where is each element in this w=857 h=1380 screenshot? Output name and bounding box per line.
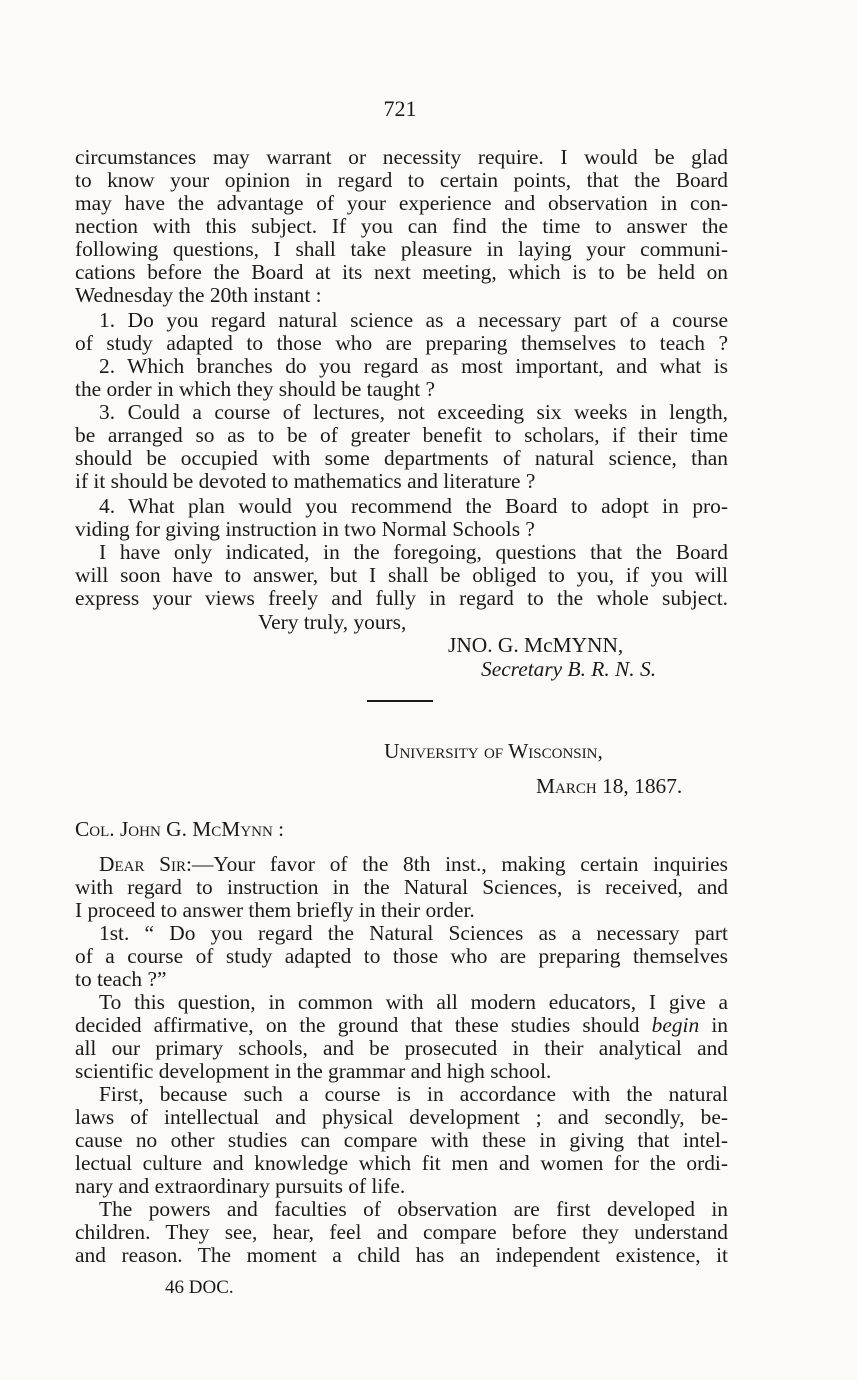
body-line: may have the advantage of your experience and observation in con-: [75, 191, 728, 215]
body-line: [75, 1014, 728, 1036]
body-line: express your views freely and fully in regard to the whole subject.: [75, 586, 728, 610]
question-line: viding for giving instruction in two Normal Schools ?: [75, 517, 535, 541]
signature-title: Secretary B. R. N. S.: [481, 657, 657, 681]
letter-date: March 18, 1867.: [536, 774, 683, 798]
section-divider: [367, 700, 433, 702]
body-line: of a course of study adapted to those who are preparing themselves: [75, 944, 728, 968]
body-line: will soon have to answer, but I shall be obliged to you, if you will: [75, 563, 728, 587]
body-line: The powers and faculties of observation are first developed in: [99, 1197, 728, 1221]
body-line: First, because such a course is in accordance with the natural: [99, 1082, 728, 1106]
question-line: 4. What plan would you recommend the Board to adopt in pro-: [99, 494, 728, 518]
body-line: with regard to instruction in the Natural Sciences, is received, and: [75, 875, 728, 899]
body-line: 1st. “ Do you regard the Natural Sciences as a necessary part: [99, 921, 728, 945]
emphasis: begin: [651, 1013, 700, 1037]
body-line-text: decided affirmative, on the ground that these studies should: [75, 1013, 652, 1037]
body-line: cause no other studies can compare with these in giving that intel-: [75, 1128, 728, 1152]
body-line: following questions, I shall take pleasure in laying your communi-: [75, 237, 728, 261]
body-line: laws of intellectual and physical development ; and secondly, be-: [75, 1105, 728, 1129]
question-line: if it should be devoted to mathematics and literature ?: [75, 469, 536, 493]
body-line: and reason. The moment a child has an independent existence, it: [75, 1243, 728, 1267]
body-line: nary and extraordinary pursuits of life.: [75, 1174, 406, 1198]
body-line: all our primary schools, and be prosecuted in their analytical and: [75, 1036, 728, 1060]
body-line: scientific development in the grammar and high school.: [75, 1059, 552, 1083]
body-line: to teach ?”: [75, 967, 167, 991]
question-line: 3. Could a course of lectures, not exceeding six weeks in length,: [99, 400, 728, 424]
closing: Very truly, yours,: [258, 610, 407, 634]
body-line: I have only indicated, in the foregoing, questions that the Board: [99, 540, 728, 564]
body-line: Wednesday the 20th instant :: [75, 283, 322, 307]
body-line: nection with this subject. If you can find the time to answer the: [75, 214, 728, 238]
page-number: 721: [383, 96, 417, 121]
question-line: be arranged so as to be of greater benefit to scholars, if their time: [75, 423, 728, 447]
letter-place: University of Wisconsin,: [384, 739, 603, 763]
body-line-text: in: [699, 1013, 728, 1037]
body-line: cations before the Board at its next meeting, which is to be held on: [75, 260, 728, 284]
question-line: the order in which they should be taught ?: [75, 377, 435, 401]
question-line: of study adapted to those who are preparing themselves to teach ?: [75, 331, 728, 355]
question-line: 2. Which branches do you regard as most important, and what is: [99, 354, 728, 378]
greeting: Dear Sir: [99, 852, 187, 876]
body-line: children. They see, hear, feel and compare before they understand: [75, 1220, 728, 1244]
body-line-text: :—Your favor of the 8th inst., making certain inquiries: [186, 852, 728, 876]
body-line: lectual culture and knowledge which fit men and women for the ordi-: [75, 1151, 728, 1175]
body-line: [99, 853, 728, 875]
body-line: I proceed to answer them briefly in their order.: [75, 898, 475, 922]
question-line: 1. Do you regard natural science as a necessary part of a course: [99, 308, 728, 332]
question-line: should be occupied with some departments of natural science, than: [75, 446, 728, 470]
body-line: to know your opinion in regard to certain points, that the Board: [75, 168, 728, 192]
footer-signature-mark: 46 DOC.: [165, 1277, 234, 1298]
signature: JNO. G. McMYNN,: [448, 633, 624, 657]
body-line: circumstances may warrant or necessity require. I would be glad: [75, 145, 728, 169]
body-line: To this question, in common with all modern educators, I give a: [99, 990, 728, 1014]
salutation: Col. John G. McMynn :: [75, 817, 285, 841]
